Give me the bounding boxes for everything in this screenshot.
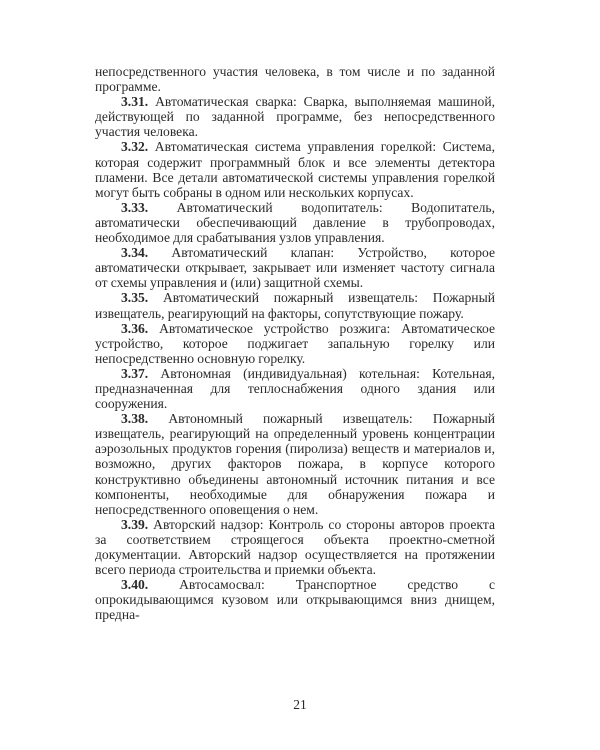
glossary-entry-3-37 xyxy=(95,366,495,411)
glossary-entry-3-36 xyxy=(95,321,495,366)
entry-text: Автоматическая система управления горелкой: Система, которая содержит программный блок и все элементы детектора пламени. Все детали автоматической системы управления горелкой могут быть собраны в одном или нескольких корпусах. xyxy=(95,139,495,200)
page-number: 21 xyxy=(293,697,307,712)
entry-text: Авторский надзор: Контроль со стороны авторов проекта за соответствием строящегося объекта проектно-сметной документации. Авторский надзор осуществляется на протяжении всего периода строительства и приемки объекта. xyxy=(95,516,496,578)
entry-text: Автоматическая сварка: Сварка, выполняемая машиной, действующей по заданной программе, без непосредственного участия человека. xyxy=(95,94,496,140)
glossary-entry-3-39 xyxy=(95,517,495,577)
entry-text: Автоматический клапан: Устройство, которое автоматически открывает, закрывает или изменяет частоту сигнала от схемы управления и (или) защитной схемы. xyxy=(95,245,496,291)
entry-text: Автономный пожарный извещатель: Пожарный извещатель, реагирующий на определенный уровень концентрации аэрозольных продуктов горения (пиролиза) веществ и материалов и, возможно, других факторов пожара, в корпусе которого конструктивно объединены автономный источник питания и все компоненты, необходимые для обнаружения пожара и непосредственного оповещения о нем. xyxy=(95,411,495,517)
glossary-entry-3-31 xyxy=(95,94,495,139)
entry-text: Автоматическое устройство розжига: Автоматическое устройство, которое поджигает запальную горелку или непосредственно основную горелку. xyxy=(95,320,495,366)
glossary-entry-3-35 xyxy=(95,290,495,320)
document-page xyxy=(95,64,495,622)
entry-number: 3.38. xyxy=(121,411,149,427)
entry-number: 3.39. xyxy=(121,516,149,532)
entry-text: Автосамосвал: Транспортное средство с опрокидывающимся кузовом или открывающимся вниз днищем, предна- xyxy=(95,577,495,623)
entry-number: 3.34. xyxy=(121,245,149,261)
entry-text: Автоматический водопитатель: Водопитатель, автоматически обеспечивающий давление в трубопроводах, необходимое для срабатывания узлов управления. xyxy=(95,199,496,246)
entry-number: 3.32. xyxy=(121,139,149,155)
entry-number: 3.35. xyxy=(121,290,149,306)
entry-number: 3.31. xyxy=(121,94,149,110)
entry-number: 3.37. xyxy=(121,365,149,381)
glossary-entry-3-33 xyxy=(95,200,495,245)
glossary-entry-3-38 xyxy=(95,411,495,517)
entry-text: Автоматический пожарный извещатель: Пожарный извещатель, реагирующий на факторы, сопутствующие пожару. xyxy=(95,290,495,321)
entry-text: Автономная (индивидуальная) котельная: Котельная, предназначенная для теплоснабжения одного здания или сооружения. xyxy=(95,365,495,412)
entry-number: 3.33. xyxy=(121,199,149,215)
entry-number: 3.36. xyxy=(121,320,149,336)
entry-number: 3.40. xyxy=(121,577,149,593)
glossary-entry-3-40 xyxy=(95,577,495,622)
glossary-entry-3-32 xyxy=(95,139,495,199)
glossary-entry-3-34 xyxy=(95,245,495,290)
continuation-paragraph: непосредственного участия человека, в том числе и по заданной программе. xyxy=(95,64,495,95)
